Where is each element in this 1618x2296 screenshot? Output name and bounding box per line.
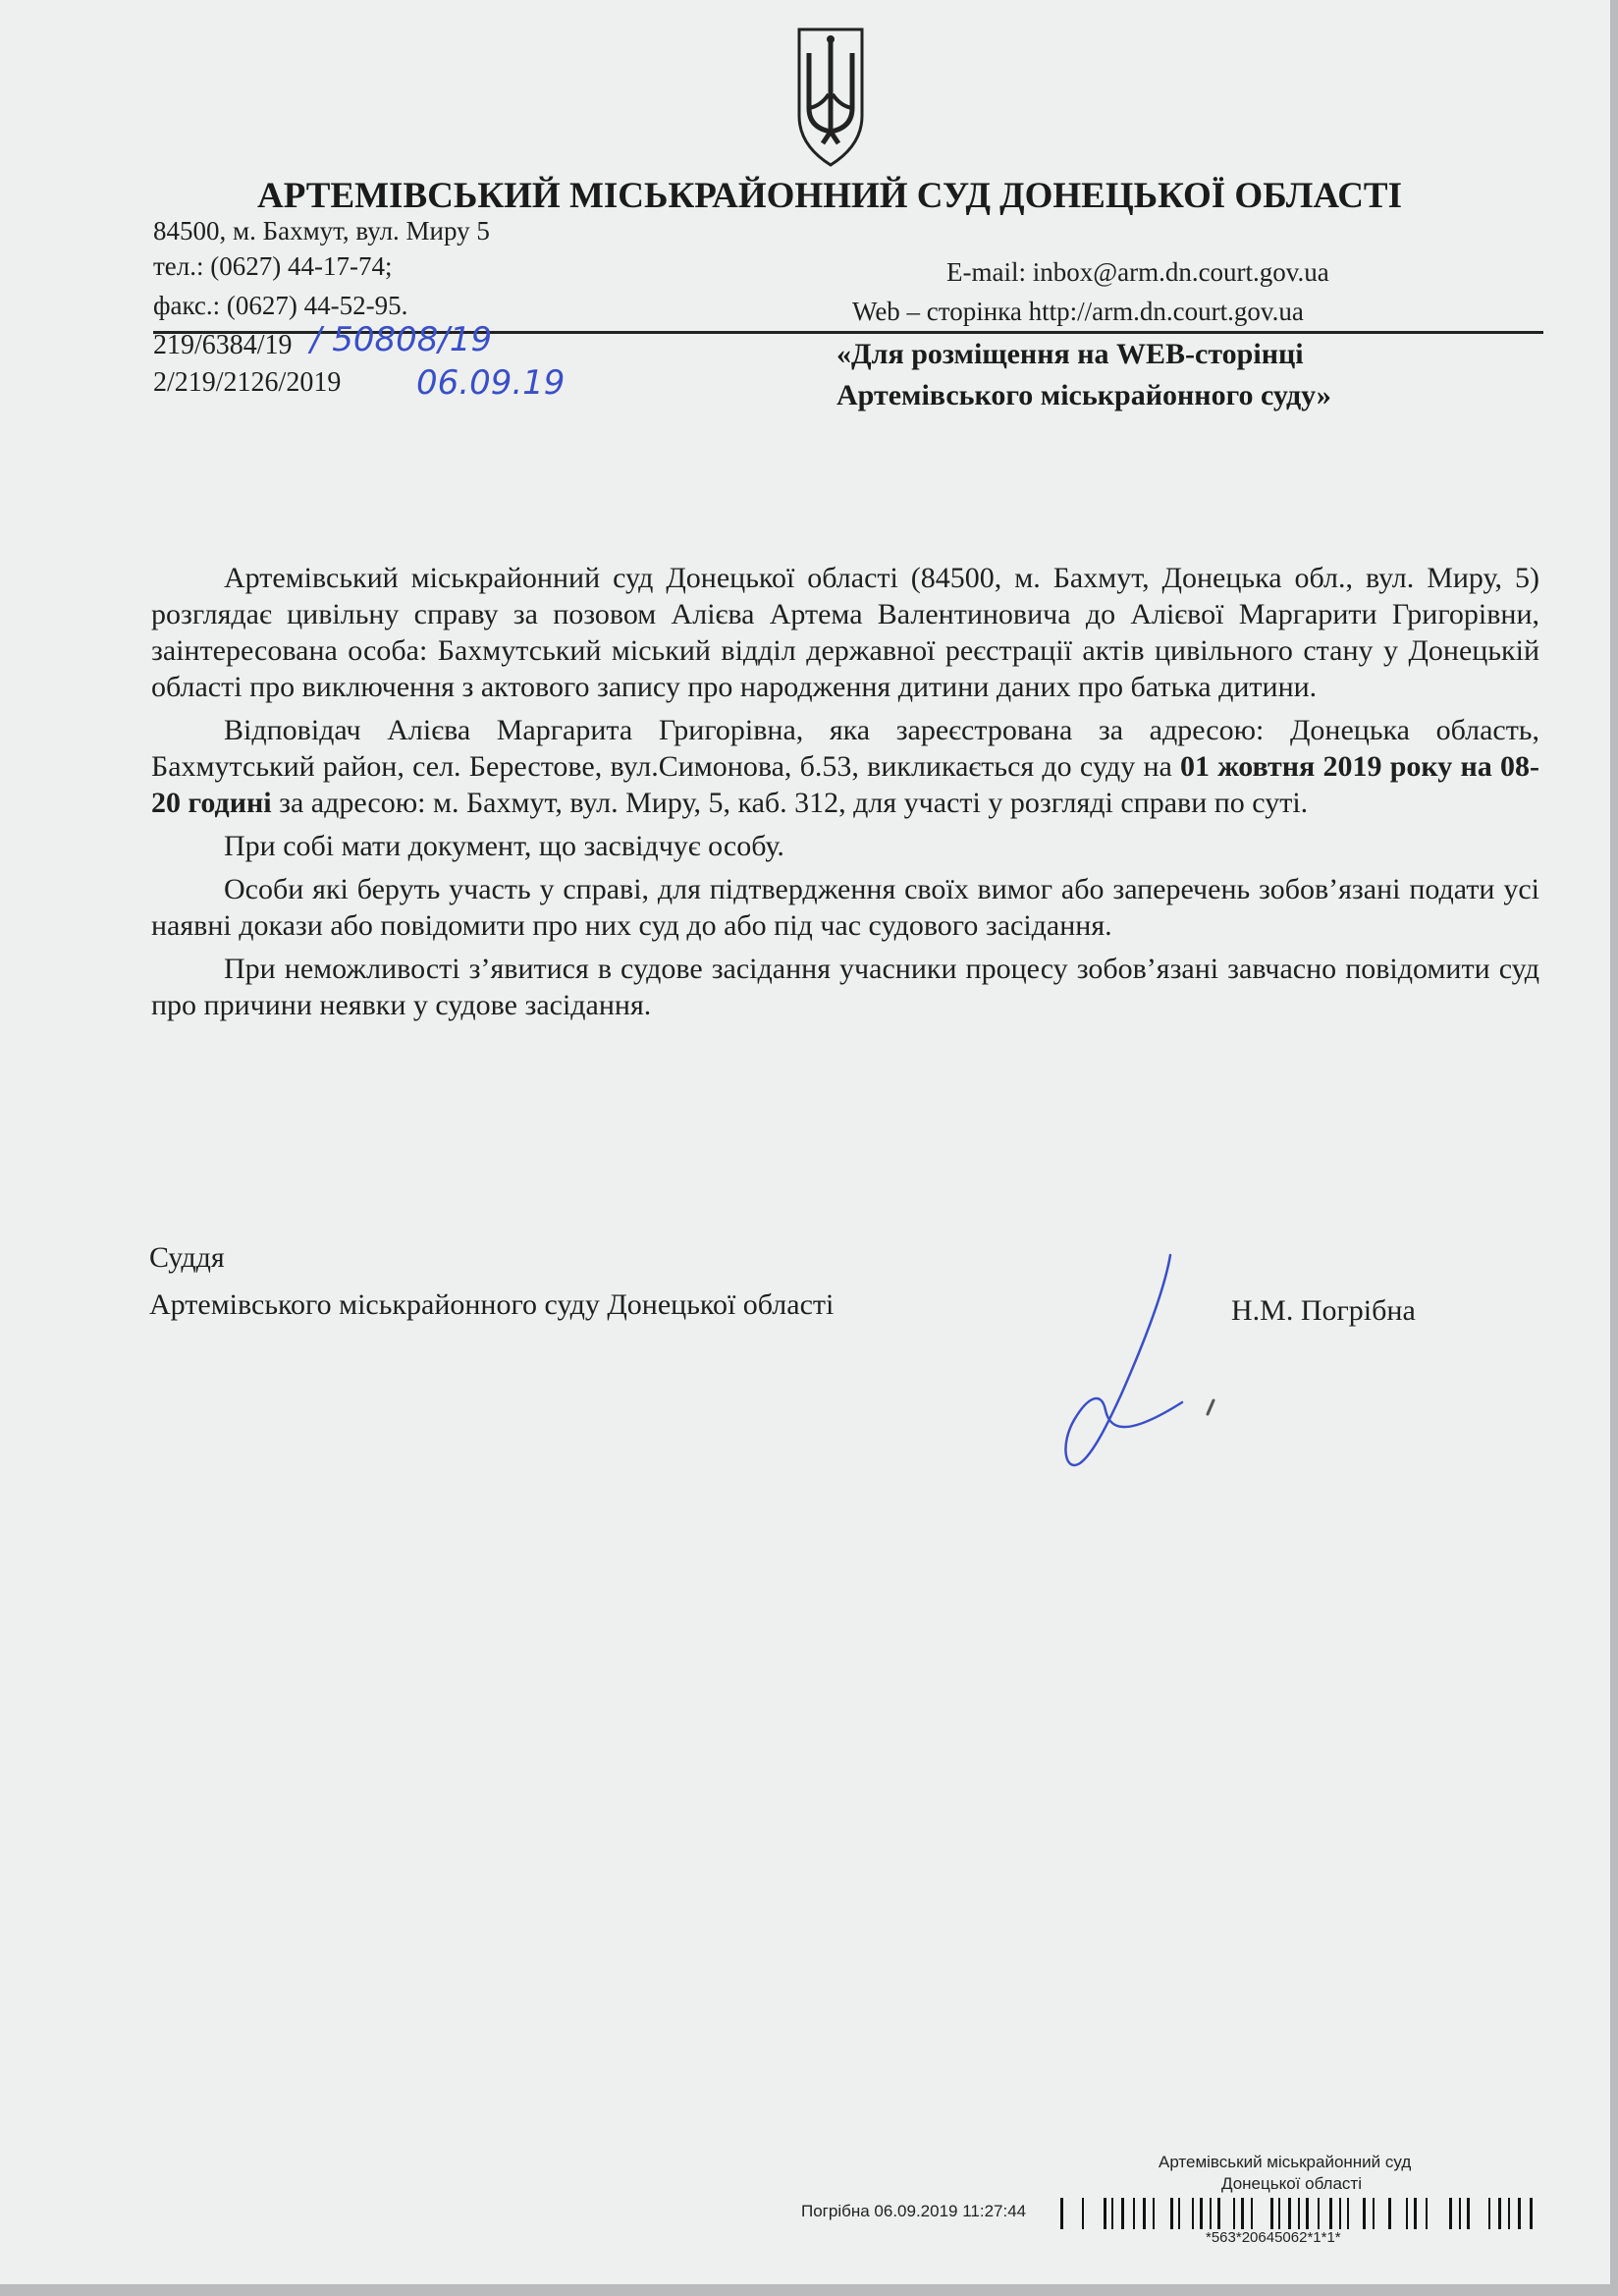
barcode-number: *563*20645062*1*1*	[1206, 2229, 1341, 2246]
paragraph-evidence: Особи які беруть участь у справі, для підтвердження своїх вимог або заперечень зобов’язані подати усі наявні докази або повідомити про них суд до або під час судового засідання.	[151, 873, 1539, 942]
court-email: E-mail: inbox@arm.dn.court.gov.ua	[946, 257, 1329, 287]
court-name-heading: АРТЕМІВСЬКИЙ МІСЬКРАЙОННИЙ СУД ДОНЕЦЬКОЇ ОБЛАСТІ	[257, 176, 1402, 216]
web-note-line-2: Артемівського міськрайонного суду»	[836, 379, 1331, 411]
stamp-court-line-1: Артемівський міськрайонний суд	[1159, 2153, 1412, 2171]
handwritten-registration-number: / 50808/19	[310, 320, 493, 359]
paragraph-absence: При неможливості з’явитися в судове засідання учасники процесу зобов’язані завчасно повідомити суд про причини неявки у судове засідання.	[151, 953, 1539, 1021]
summons-text-end: за адресою: м. Бахмут, вул. Миру, 5, каб. 312, для участі у розгляді справи по суті.	[271, 787, 1309, 819]
court-fax: факс.: (0627) 44-52-95.	[153, 291, 408, 320]
notice-body	[151, 560, 1539, 1030]
stamp-timestamp: Погрібна 06.09.2019 11:27:44	[801, 2202, 1027, 2220]
case-number: 219/6384/19	[153, 330, 293, 360]
paragraph-claim: Артемівський міськрайонний суд Донецької області (84500, м. Бахмут, Донецька обл., вул. Миру, 5) розглядає цивільну справу за позовом Алієва Артема Валентиновича до Алієвої Маргарити Григорівни, заінтересована особа: Бахмутський міський відділ державної реєстрації актів цивільного стану у Донецькій області про виключення з актового запису про народження дитини даних про батька дитини.	[151, 562, 1539, 703]
paragraph-summons	[151, 712, 1539, 821]
paragraph-identity-document: При собі мати документ, що засвідчує особу.	[224, 830, 784, 862]
barcode-icon	[1060, 2198, 1536, 2231]
stamp-court-line-2: Донецької області	[1221, 2174, 1362, 2193]
proceeding-number: 2/219/2126/2019	[153, 367, 342, 398]
handwritten-signature-icon	[1021, 1247, 1237, 1483]
summons-text-start: Відповідач Алієва Маргарита Григорівна, яка зареєстрована за адресою: Донецька область, Бахмутський район, сел. Берестове, вул.Симонова, б.53, викликається до суду на	[151, 714, 1539, 783]
web-note-line-1: «Для розміщення на WEB-сторінці	[836, 338, 1304, 370]
judge-title: Суддя	[149, 1241, 225, 1274]
court-phone: тел.: (0627) 44-17-74;	[153, 251, 393, 281]
web-publication-note	[836, 334, 1331, 416]
judge-court: Артемівського міськрайонного суду Донецької області	[149, 1288, 835, 1321]
trident-coat-of-arms-icon	[793, 22, 868, 169]
judge-name: Н.М. Погрібна	[1231, 1294, 1416, 1327]
court-website: Web – сторінка http://arm.dn.court.gov.ua	[852, 297, 1304, 326]
hearing-datetime: 01 жовтня 2019 року на 08-20 годині	[151, 750, 1539, 819]
court-address: 84500, м. Бахмут, вул. Миру 5	[153, 216, 490, 246]
handwritten-registration-date: 06.09.19	[416, 363, 566, 403]
